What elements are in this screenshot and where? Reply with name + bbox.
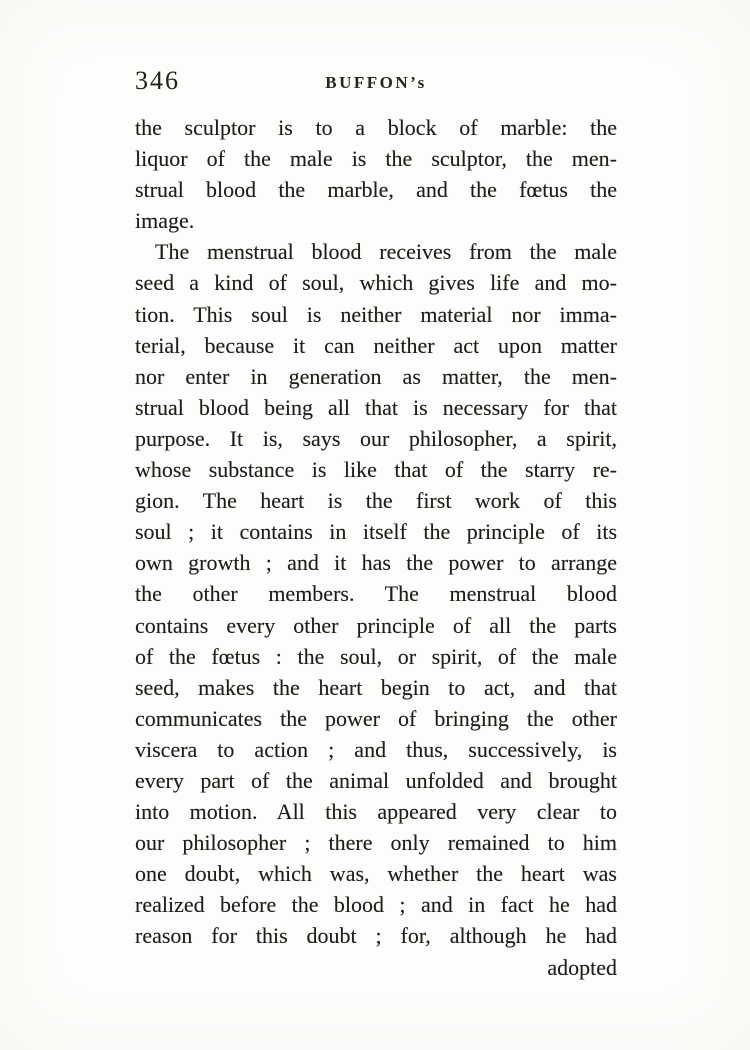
- text-line: own growth ; and it has the power to arrange: [135, 550, 617, 576]
- catchword: adopted: [547, 954, 617, 980]
- text-line: contains every other principle of all the parts: [135, 612, 617, 638]
- text-line: our philosopher ; there only remained to him: [135, 830, 617, 856]
- text-line: of the fœtus : the soul, or spirit, of the male: [135, 643, 617, 669]
- text-line: strual blood being all that is necessary for that: [135, 394, 617, 420]
- text-block: [135, 112, 617, 983]
- text-line: viscera to action ; and thus, successively, is: [135, 736, 617, 762]
- text-line: image.: [135, 208, 195, 234]
- text-line: soul ; it contains in itself the principle of its: [135, 519, 617, 545]
- text-line: one doubt, which was, whether the heart was: [135, 861, 617, 887]
- text-line: nor enter in generation as matter, the men-: [135, 363, 617, 389]
- text-line: into motion. All this appeared very clear to: [135, 799, 617, 825]
- text-line: The menstrual blood receives from the male: [155, 239, 617, 265]
- text-line: strual blood the marble, and the fœtus the: [135, 177, 617, 203]
- text-line: gion. The heart is the first work of this: [135, 488, 617, 514]
- text-line: the other members. The menstrual blood: [135, 581, 617, 607]
- text-line: terial, because it can neither act upon matter: [135, 332, 617, 358]
- page-number: 346: [135, 66, 180, 95]
- text-line: the sculptor is to a block of marble: the: [135, 115, 617, 140]
- text-line: purpose. It is, says our philosopher, a spirit,: [135, 425, 617, 451]
- text-line: liquor of the male is the sculptor, the men-: [135, 146, 617, 172]
- text-line: whose substance is like that of the starry re-: [135, 457, 617, 483]
- text-line: tion. This soul is neither material nor imma-: [135, 301, 617, 327]
- body-lines: [135, 112, 617, 952]
- text-line: reason for this doubt ; for, although he had: [135, 923, 617, 949]
- text-line: seed, makes the heart begin to act, and that: [135, 674, 617, 700]
- text-line: realized before the blood ; and in fact he had: [135, 892, 617, 918]
- page-header: [135, 66, 617, 100]
- text-line: every part of the animal unfolded and brought: [135, 767, 617, 793]
- text-line: communicates the power of bringing the other: [135, 705, 617, 731]
- running-title: BUFFON’s: [325, 73, 427, 92]
- text-line: seed a kind of soul, which gives life and mo-: [135, 270, 617, 296]
